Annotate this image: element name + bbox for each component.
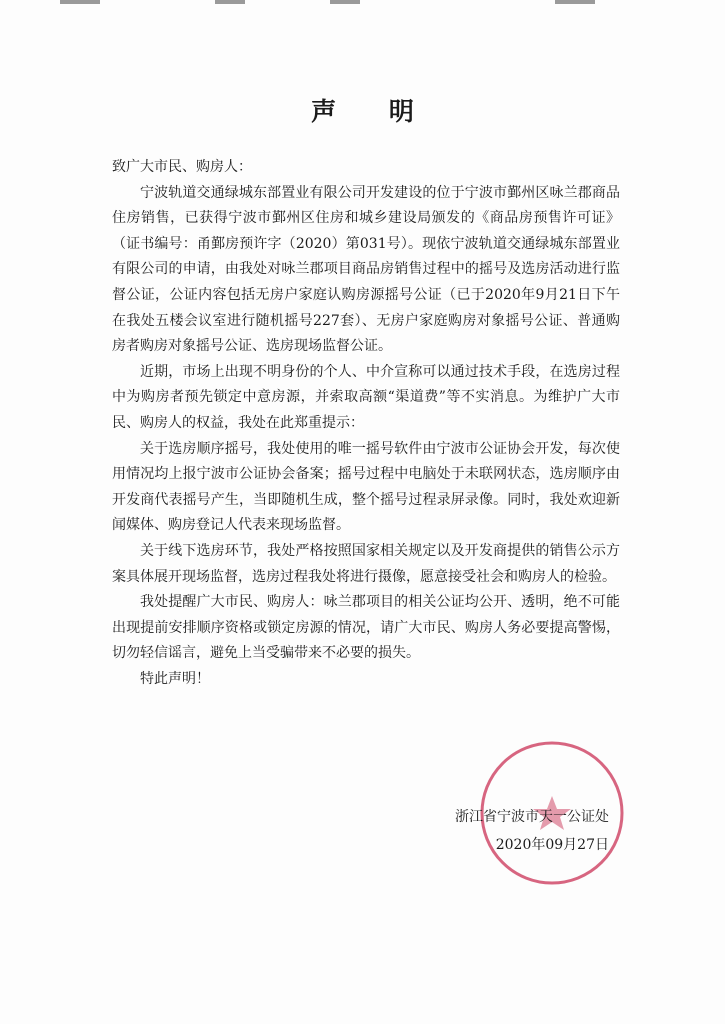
paragraph-1: 宁波轨道交通绿城东部置业有限公司开发建设的位于宁波市鄞州区咏兰郡商品住房销售，已获得宁波市鄞州区住房和城乡建设局颁发的《商品房预售许可证》（证书编号：甬鄞房预许字（2020）第031号）。现依宁波轨道交通绿城东部置业有限公司的申请，由我处对咏兰郡项目商品房销售过程中的摇号及选房活动进行监督公证，公证内容包括无房户家庭认购房源摇号公证（已于2020年9月21日下午在我处五楼会议室进行随机摇号227套）、无房户家庭购房对象摇号公证、普通购房者购房对象摇号公证、选房现场监督公证。 — [112, 184, 620, 355]
salutation: 致广大市民、购房人： — [112, 159, 252, 175]
document-title: 声 明 — [311, 97, 436, 126]
issue-date: 2020年09月27日 — [495, 837, 609, 853]
scan-edge-mark — [555, 0, 595, 4]
scan-edge-mark — [60, 0, 100, 4]
paragraph-3: 关于选房顺序摇号，我处使用的唯一摇号软件由宁波市公证协会开发，每次使用情况均上报宁波市公证协会备案；摇号过程中电脑处于未联网状态，选房顺序由开发商代表摇号产生，当即随机生成，整个摇号过程录屏录像。同时，我处欢迎新闻媒体、购房登记人代表来现场监督。 — [112, 440, 620, 534]
paragraph-2: 近期，市场上出现不明身份的个人、中介宣称可以通过技术手段，在选房过程中为购房者预先锁定中意房源，并索取高额“渠道费”等不实消息。为维护广大市民、购房人的权益，我处在此郑重提示： — [112, 363, 620, 431]
document-body — [112, 155, 620, 692]
issuer-name: 浙江省宁波市天一公证处 — [455, 809, 609, 825]
scan-edge-mark — [215, 0, 245, 4]
paragraph-4: 关于线下选房环节，我处严格按照国家相关规定以及开发商提供的销售公示方案具体展开现场监督，选房过程我处将进行摄像，愿意接受社会和购房人的检验。 — [112, 542, 620, 585]
closing-line: 特此声明！ — [140, 670, 210, 687]
signature-block — [455, 803, 609, 859]
scan-edge-mark — [330, 0, 360, 4]
paragraph-5: 我处提醒广大市民、购房人：咏兰郡项目的相关公证均公开、透明，绝不可能出现提前安排顺序资格或锁定房源的情况，请广大市民、购房人务必要提高警惕，切勿轻信谣言，避免上当受骗带来不必要的损失。 — [112, 594, 620, 662]
